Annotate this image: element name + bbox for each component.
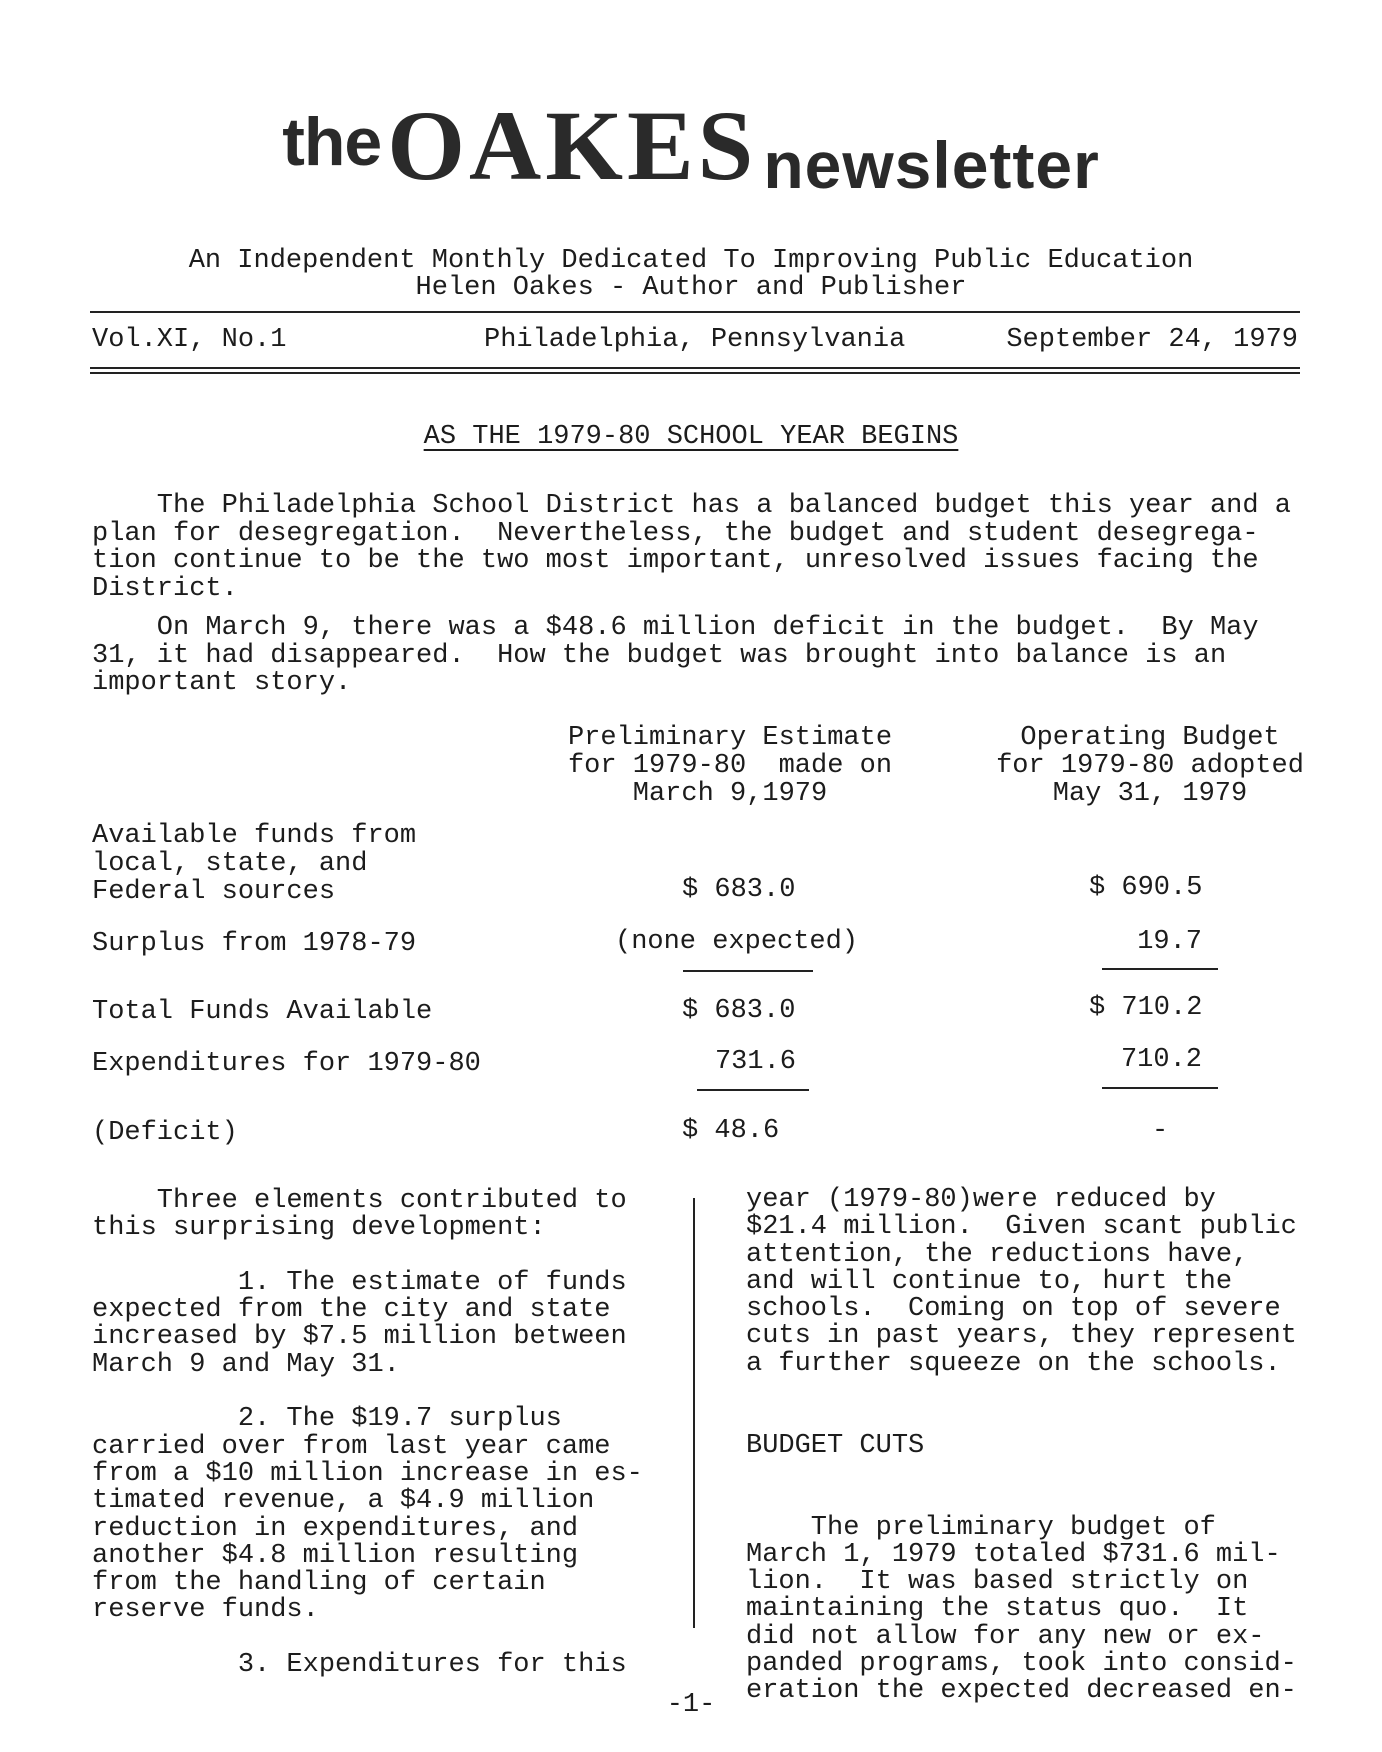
right-column-text: year (1979-80)were reduced by $21.4 million. Given scant public attention, the reductions have, and will continue to, hurt the schools. Coming on top of severe cuts in past years, they represent a further squeeze on the schools. BUDGET CUTS The preliminary budget of March 1, 1979 totaled $731.6 mil- lion. It was based strictly on maintaining the status quo. It did not allow for any new or ex- panded programs, took into consid- eration the expected decreased en-: [746, 1185, 1297, 1707]
masthead-title: [0, 88, 1382, 203]
row-label-total-funds: Total Funds Available: [92, 997, 433, 1027]
underline-expenditures-operating: [1102, 1087, 1218, 1089]
article-headline: [0, 422, 1382, 452]
cell-expenditures-operating: 710.2: [1120, 1045, 1202, 1075]
article-headline-text: AS THE 1979-80 SCHOOL YEAR BEGINS: [423, 422, 959, 452]
cell-deficit-preliminary: $ 48.6: [682, 1116, 780, 1146]
cell-total-preliminary: $ 683.0: [682, 996, 796, 1026]
underline-expenditures-preliminary: [697, 1089, 809, 1091]
intro-paragraph-2: On March 9, there was a $48.6 million deficit in the budget. By May 31, it had disappeared. How the budget was brought into balance is an important story.: [92, 613, 1259, 698]
issue-rule-1: [90, 367, 1300, 369]
masthead-the: the: [282, 104, 382, 180]
tagline: An Independent Monthly Dedicated To Improving Public Education: [188, 246, 1194, 276]
cell-total-operating: $ 710.2: [1089, 993, 1203, 1023]
row-label-deficit: (Deficit): [92, 1118, 238, 1148]
page-number: -1-: [666, 1690, 716, 1720]
issue-volume: Vol.XI, No.1: [92, 325, 287, 355]
issue-rule-2: [90, 372, 1300, 374]
cell-expenditures-preliminary: 731.6: [714, 1047, 796, 1077]
intro-paragraph-1: The Philadelphia School District has a balanced budget this year and a plan for desegregation. Nevertheless, the budget and student desegrega- tion continue to be the two most important, unresolved issues facing the District.: [92, 491, 1291, 604]
top-rule: [90, 311, 1300, 313]
underline-surplus-preliminary: [683, 970, 813, 972]
column-divider: [693, 1198, 695, 1628]
row-label-expenditures: Expenditures for 1979-80: [92, 1049, 481, 1079]
cell-deficit-operating: -: [1152, 1116, 1169, 1146]
row-label-available-funds: Available funds from local, state, and Federal sources: [92, 821, 417, 907]
masthead-oakes: OAKES: [387, 90, 758, 201]
masthead-newsletter: newsletter: [763, 128, 1100, 202]
left-column-text: Three elements contributed to this surprising development: 1. The estimate of funds expected from the city and state increased by $7.5 million between March 9 and May 31. 2. The $19.7 surplus carried over from last year came from a $10 million increase in es- timated revenue, a $4.9 million reduction in expenditures, and another $4.8 million resulting from the handling of certain reserve funds. 3. Expenditures for this: [92, 1186, 643, 1681]
issue-date: September 24, 1979: [1006, 325, 1298, 355]
row-label-surplus: Surplus from 1978-79: [92, 929, 417, 959]
cell-available-operating: $ 690.5: [1089, 873, 1203, 903]
byline: Helen Oakes - Author and Publisher: [415, 273, 967, 303]
column-header-operating: Operating Budget for 1979-80 adopted May 31, 1979: [996, 723, 1304, 809]
column-header-preliminary: Preliminary Estimate for 1979-80 made on March 9,1979: [567, 723, 893, 809]
cell-surplus-preliminary: (none expected): [615, 927, 859, 957]
cell-available-preliminary: $ 683.0: [682, 875, 796, 905]
underline-surplus-operating: [1102, 968, 1218, 970]
issue-place: Philadelphia, Pennsylvania: [484, 325, 906, 355]
cell-surplus-operating: 19.7: [1137, 927, 1202, 957]
